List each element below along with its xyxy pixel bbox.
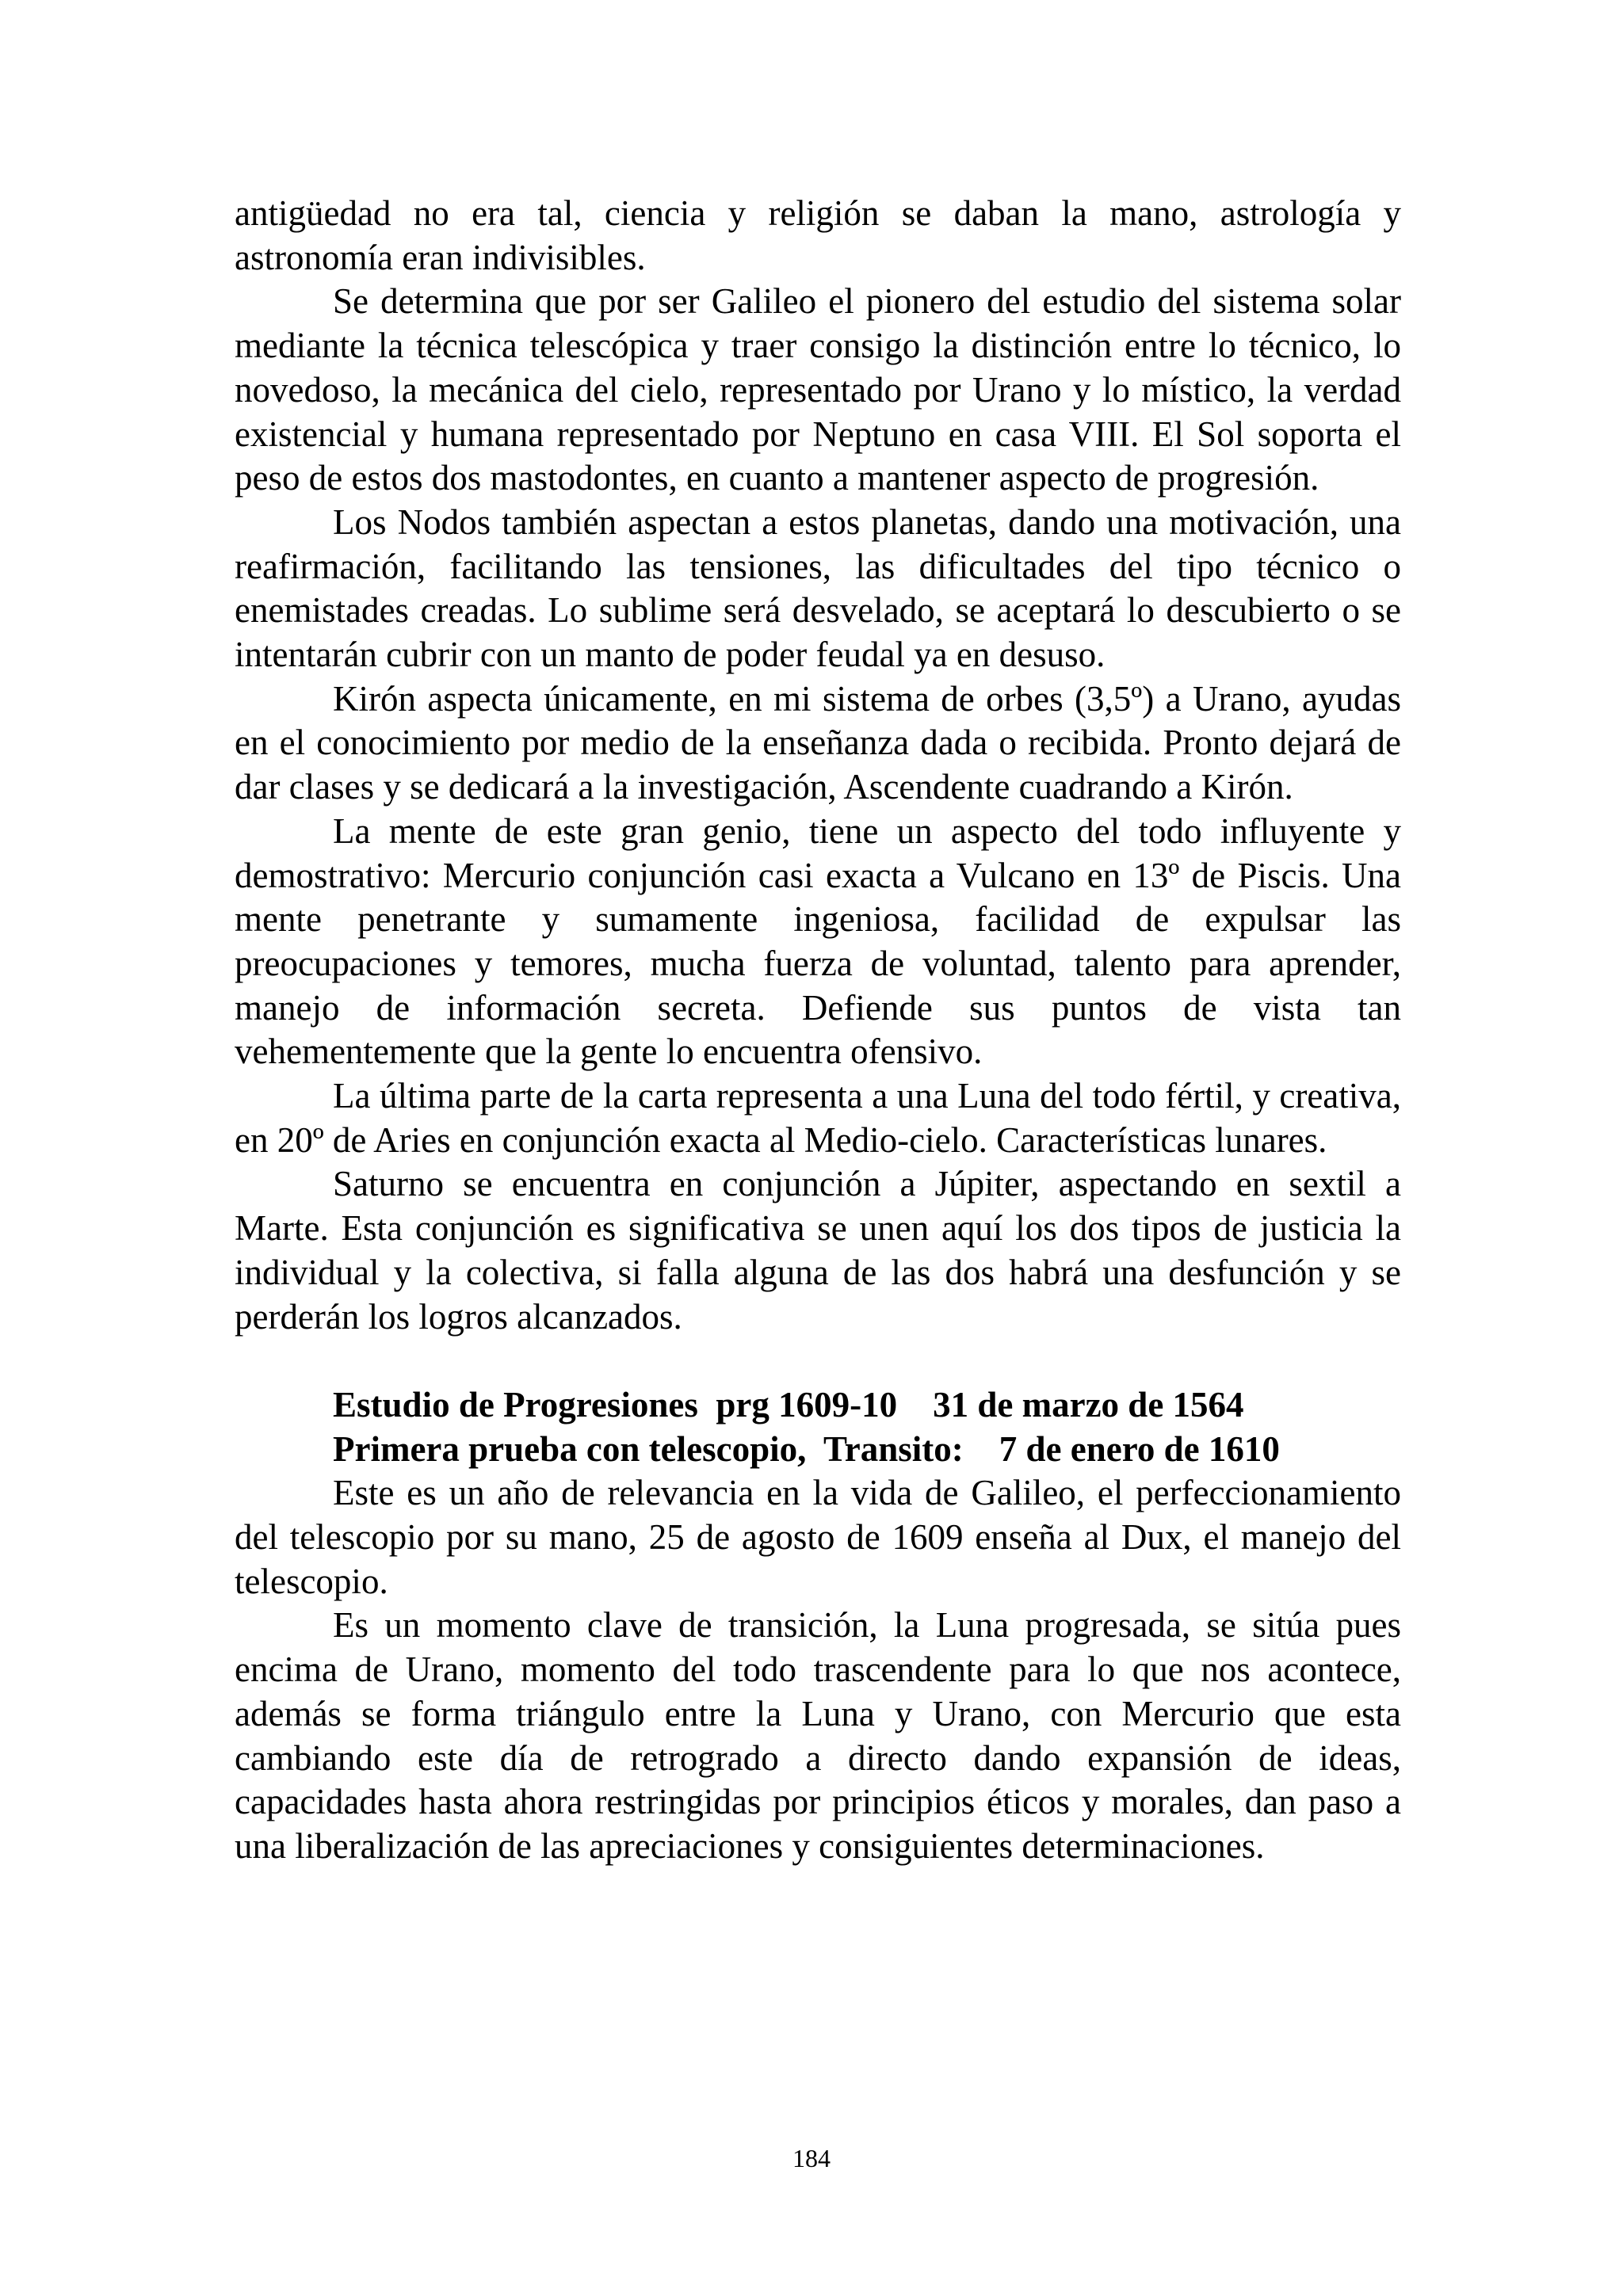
section-spacer — [235, 1339, 1401, 1383]
paragraph-galileo-pioneer: Se determina que por ser Galileo el pionero del estudio del sistema solar mediante la técnica telescópica y traer consigo la distinción entre lo técnico, lo novedoso, la mecánica del cielo, representado por Urano y lo místico, la verdad existencial y humana representado por Neptuno en casa VIII. El Sol soporta el peso de estos dos mastodontes, en cuanto a mantener aspecto de progresión. — [235, 281, 1401, 498]
paragraph-saturno: Saturno se encuentra en conjunción a Júpiter, aspectando en sextil a Marte. Esta conjunción es significativa se unen aquí los dos tipos de justicia la individual y la colectiva, si falla alguna de las dos habrá una desfunción y se perderán los logros alcanzados. — [235, 1164, 1401, 1337]
section-heading-progresiones: Estudio de Progresiones prg 1609-10 31 de marzo de 1564 — [333, 1384, 1244, 1425]
paragraph-mente: La mente de este gran genio, tiene un aspecto del todo influyente y demostrativo: Mercurio conjunción casi exacta a Vulcano en 13º de Piscis. Una mente penetrante y sumamente ingeniosa, facilidad de expulsar las preocupaciones y temores, mucha fuerza de voluntad, talento para aprender, manejo de información secreta. Defiende sus puntos de vista tan vehementemente que la gente lo encuentra ofensivo. — [235, 810, 1401, 1072]
page-number: 184 — [792, 2144, 831, 2172]
body-text — [235, 192, 1401, 1869]
paragraph-kiron: Kirón aspecta únicamente, en mi sistema de orbes (3,5º) a Urano, ayudas en el conocimiento por medio de la enseñanza dada o recibida. Pronto dejará de dar clases y se dedicará a la investigación, Ascendente cuadrando a Kirón. — [235, 678, 1401, 807]
paragraph-luna: La última parte de la carta representa a una Luna del todo fértil, y creativa, en 20º de Aries en conjunción exacta al Medio-cielo. Características lunares. — [235, 1076, 1401, 1160]
paragraph-transicion: Es un momento clave de transición, la Luna progresada, se sitúa pues encima de Urano, momento del todo trascendente para lo que nos acontece, además se forma triángulo entre la Luna y Urano, con Mercurio que esta cambiando este día de retrogrado a directo dando expansión de ideas, capacidades hasta ahora restringidas por principios éticos y morales, dan paso a una liberalización de las apreciaciones y consiguientes determinaciones. — [235, 1605, 1401, 1866]
section-heading-transito: Primera prueba con telescopio, Transito: 7 de enero de 1610 — [333, 1428, 1280, 1469]
paragraph-nodos: Los Nodos también aspectan a estos planetas, dando una motivación, una reafirmación, facilitando las tensiones, las dificultades del tipo técnico o enemistades creadas. Lo sublime será desvelado, se aceptará lo descubierto o se intentarán cubrir con un manto de poder feudal ya en desuso. — [235, 502, 1401, 675]
paragraph-relevancia: Este es un año de relevancia en la vida de Galileo, el perfeccionamiento del telescopio por su mano, 25 de agosto de 1609 enseña al Dux, el manejo del telescopio. — [235, 1473, 1401, 1601]
paragraph-continuation: antigüedad no era tal, ciencia y religión se daban la mano, astrología y astronomía eran indivisibles. — [235, 193, 1401, 277]
